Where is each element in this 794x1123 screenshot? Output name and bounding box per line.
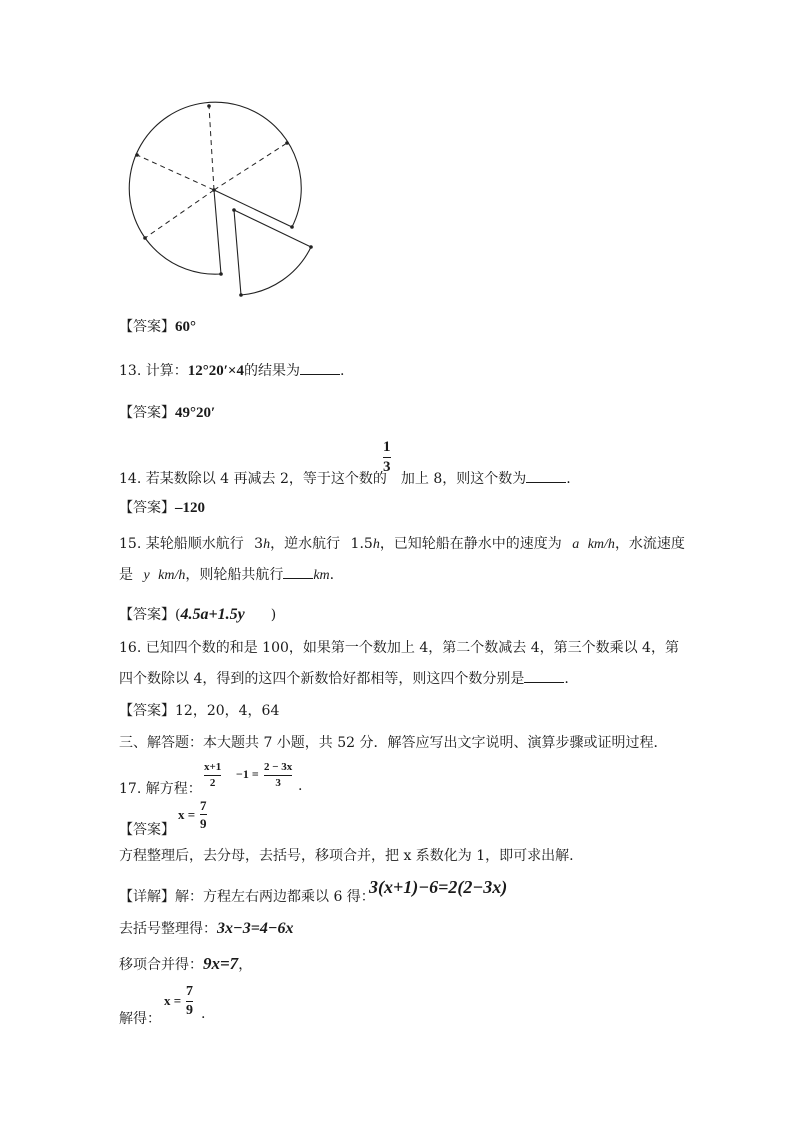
detail-step-2 bbox=[119, 918, 294, 938]
answer-blank bbox=[526, 468, 566, 483]
question-number: 15. bbox=[119, 536, 142, 552]
question-text: 加上 8，则这个数为 bbox=[400, 471, 527, 487]
variable: a bbox=[572, 537, 580, 552]
question-number: 16. bbox=[119, 640, 142, 656]
answer-x: x = bbox=[178, 807, 196, 822]
question-text: ，已知轮船在静水中的速度为 bbox=[379, 536, 562, 552]
period: . bbox=[339, 363, 345, 379]
question-number: 14. bbox=[119, 471, 142, 487]
sector-cut-circle-figure-icon bbox=[120, 95, 320, 305]
answer-value: 49°20′ bbox=[175, 405, 216, 421]
step-text: 去括号整理得： bbox=[119, 921, 217, 937]
question-text: 解方程： bbox=[145, 781, 202, 797]
unit: km/h bbox=[587, 537, 615, 552]
question-16-line-2 bbox=[119, 668, 569, 688]
fraction-denominator: 3 bbox=[275, 777, 281, 789]
question-16-line-1 bbox=[119, 637, 679, 657]
rhs-fraction bbox=[264, 762, 292, 789]
question-number: 13. bbox=[119, 363, 142, 379]
unit: h bbox=[372, 537, 380, 552]
analysis-text: 方程整理后，去分母，去括号，移项合并，把 x 系数化为 1，即可求出解. bbox=[119, 848, 574, 864]
answer-label: 【答案】 bbox=[119, 500, 175, 516]
period: . bbox=[564, 671, 569, 687]
q16-answer-line bbox=[119, 700, 279, 720]
detached-sector bbox=[234, 210, 311, 295]
answer-blank bbox=[283, 564, 313, 579]
fraction-denominator: 3 bbox=[383, 459, 391, 475]
paren: ) bbox=[270, 607, 277, 623]
answer-label: 【答案】 bbox=[119, 405, 175, 421]
question-17 bbox=[119, 778, 202, 798]
question-text: 四个数除以 4，得到的这四个新数恰好都相等，则这四个数分别是 bbox=[119, 671, 525, 687]
wedge-edge-right bbox=[214, 190, 292, 227]
question-14 bbox=[119, 468, 571, 488]
question-text: 已知四个数的和是 100，如果第一个数加上 4，第二个数减去 4，第三个数乘以 4，第 bbox=[145, 640, 679, 656]
q14-answer-line bbox=[119, 497, 205, 517]
question-text: 是 bbox=[119, 567, 133, 583]
q15-answer-line bbox=[119, 604, 276, 624]
dashed-radius-top bbox=[209, 106, 214, 190]
wedge-edge-left bbox=[214, 190, 221, 274]
question-text: 计算： bbox=[145, 363, 188, 379]
minus-one: −1 = bbox=[236, 767, 259, 781]
question-number: 17. bbox=[119, 781, 142, 797]
step-math: 9x=7 bbox=[203, 954, 239, 973]
fraction-numerator: 7 bbox=[186, 984, 193, 999]
period: . bbox=[201, 1006, 206, 1022]
step-text: 移项合并得： bbox=[119, 957, 203, 973]
answer-fraction bbox=[200, 799, 207, 830]
step-text: 解：方程左右两边都乘以 6 得： bbox=[175, 889, 375, 905]
math-expression: 12°20′×4 bbox=[187, 363, 244, 379]
answer-label: 【答案】 bbox=[119, 319, 175, 335]
question-text: 某轮船顺水航行 bbox=[145, 536, 244, 552]
step-text: 解得： bbox=[119, 1011, 161, 1027]
fraction-numerator: 1 bbox=[383, 439, 391, 455]
answer-label: 【答案】 bbox=[119, 607, 175, 623]
value: 3 bbox=[254, 536, 264, 552]
main-circle-arc bbox=[129, 102, 301, 274]
answer-blank bbox=[524, 668, 564, 683]
answer-value: 60° bbox=[175, 319, 196, 335]
question-text: 的结果为 bbox=[243, 363, 300, 379]
answer-label: 【答案】 bbox=[119, 703, 175, 719]
unit: h bbox=[263, 537, 271, 552]
answer-label: 【答案】 bbox=[119, 822, 175, 838]
answer-value: –120 bbox=[175, 500, 205, 516]
dashed-radius-right-top bbox=[214, 143, 287, 190]
question-text: ，逆水航行 bbox=[270, 536, 341, 552]
fraction-denominator: 9 bbox=[186, 1003, 193, 1018]
q12-answer-line bbox=[119, 316, 196, 336]
step-math: 3(x+1)−6=2(2−3x) bbox=[369, 877, 508, 897]
q13-answer-line bbox=[119, 402, 215, 422]
paren: ( bbox=[175, 607, 181, 623]
fraction-numerator: 7 bbox=[200, 798, 207, 813]
question-text: ，水流速度 bbox=[614, 536, 685, 552]
unit: km bbox=[313, 568, 330, 583]
answer-value: 4.5a+1.5y bbox=[180, 606, 245, 623]
period: . bbox=[298, 778, 303, 794]
value: 1.5 bbox=[350, 536, 373, 552]
step-math: 3x−3=4−6x bbox=[217, 920, 294, 937]
comma: ， bbox=[238, 957, 253, 973]
answer-blank bbox=[300, 360, 340, 375]
fraction-numerator: 2 − 3x bbox=[264, 761, 293, 773]
question-text: ，则轮船共航行 bbox=[185, 567, 284, 583]
fraction-denominator: 2 bbox=[209, 777, 216, 789]
dashed-radius-left-top bbox=[137, 155, 214, 190]
lhs-fraction bbox=[204, 762, 221, 789]
period: . bbox=[566, 471, 571, 487]
question-15-line-1 bbox=[119, 533, 685, 553]
period: . bbox=[329, 567, 335, 583]
section-title: 三、解答题：本大题共 7 小题，共 52 分．解答应写出文字说明、演算步骤或证明过程． bbox=[119, 735, 668, 751]
variable: y bbox=[143, 568, 150, 583]
solution-x: x = bbox=[164, 993, 182, 1008]
detail-label: 【详解】 bbox=[119, 889, 175, 905]
unit: km/h bbox=[158, 568, 186, 583]
question-13 bbox=[119, 360, 344, 380]
fraction-numerator: x+1 bbox=[204, 761, 222, 773]
dashed-radius-left-bottom bbox=[145, 190, 214, 238]
detail-step-1 bbox=[119, 886, 375, 906]
fraction-denominator: 9 bbox=[200, 816, 207, 831]
answer-value: 12，20，4，64 bbox=[175, 703, 280, 719]
solution-fraction bbox=[186, 985, 193, 1018]
question-15-line-2 bbox=[119, 564, 334, 584]
question-text: 若某数除以 4 再减去 2，等于这个数的 bbox=[145, 471, 387, 487]
detail-step-3 bbox=[119, 954, 252, 974]
